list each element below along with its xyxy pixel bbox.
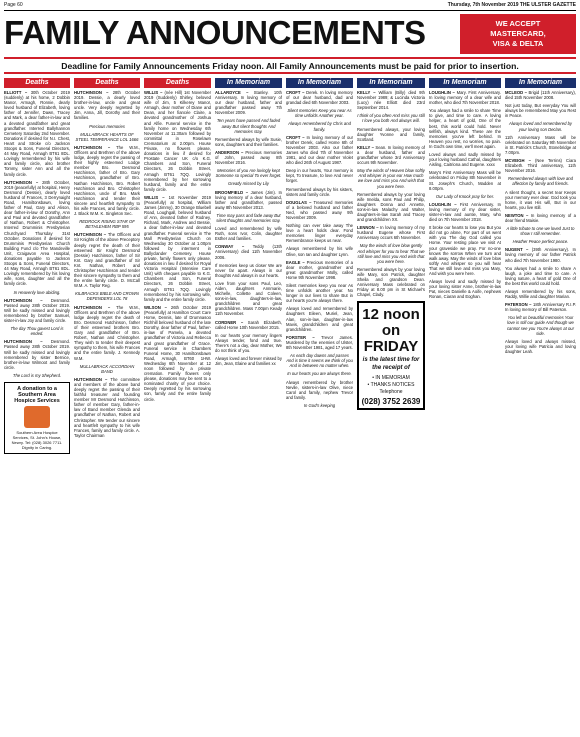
notice-paragraph: May the winds of Heaven blow softly And whisper in your ear How much we love and miss you And wish that you were here. — [357, 168, 425, 189]
issue-date: Thursday, 7th November 2019 THE ULSTER GAZETTE — [447, 2, 576, 8]
notice-paragraph: Heather Peace perfect peace. — [512, 239, 569, 245]
notice-paragraph: Not just today, But everyday You will always be remembered May you Rest in Peace. — [505, 103, 576, 119]
notice-paragraph: KELLY – Sean. In loving memory of a dear husband, father and grandfather whose 3rd Anniversary occurs 9th November. — [357, 144, 425, 166]
notice-paragraph: NUGENT – (39th Anniversary). In loving memory of our father Patrick who died 7th November 1980. — [505, 247, 576, 263]
section-heading: Deaths — [74, 78, 140, 88]
badge-line-3: VISA & DELTA — [492, 38, 544, 48]
notice-paragraph: Silent memories keep you near As time unfolds another year. No longer in our lives to share But in our hearts you're always there. — [286, 283, 353, 304]
notice-paragraph: Always loved and remembered by your loving son Declan. — [508, 121, 573, 132]
notice-paragraph: A little tribute to one we loved Just to show I still remember. — [506, 226, 575, 237]
notice-paragraph: In our hearts you are always there. — [287, 371, 352, 377]
notices — [286, 90, 353, 408]
notice-paragraph: In God's keeping — [303, 402, 336, 408]
notice-paragraph: Remembered always by your loving wife Imelda, sons Paul and Philip, daughters Donna and Annette, sons-in-law Malachy and Walter, daughters-in-law Sarah and Tracey and grandchildren XX. — [357, 191, 425, 223]
noon-sub-2: the receipt of — [372, 365, 410, 372]
notice-paragraph: HUTCHINSON – The W.M., Officers and Brethren of the above lodge, deeply regret the passing of their highly esteemed Lodge member Bro. Desmond Hutchinson, father of Bro. Gary Hutchinson, grandfather of Bro. Nathan Hutchinson, Bro. Robert Hutchinson and Bro. Christopher Hutchinson, uncle of Bro. Mark Hutchinson and tender their sincere and heartfelt sympathy to his wife Frances, and family circle. J. Black W.M. K. Singleton Sec. — [74, 144, 140, 217]
notice-paragraph: Remembered always by his sisters, sisters and family circle. — [286, 186, 353, 197]
page-title: FAMILY ANNOUNCEMENTS — [4, 14, 426, 51]
notice-paragraph: 11th Anniversary Mass will be celebrated on Saturday 9th November in St. Patrick's Church, Stonebridge at 7.00pm. — [505, 134, 576, 155]
notice-paragraph: Nothing can ever take away The love a heart holds dear. Fond memories linger everyday Remembrance keeps us near. — [286, 223, 353, 244]
notices — [215, 90, 282, 366]
notice-paragraph: Mary's First Anniversary Mass will be celebrated on Friday 8th November in St. Joseph's Church, Madden at 8.00pm. — [429, 170, 501, 191]
notice-paragraph: ELLIOTT – 30th October 2019 (suddenly) at his home, 2 Dobbin Manor, Armagh, Ronnie, dearly loved husband of Elizabeth, loving father of Jennifer, Dawn, Tracey and Mark, a dear father-in-law and a devoted grandfather and great grandfather. Interred Ballyhannon Cemetery Saturday 2nd November. Donations if desired for N.I. Chest, Heart and Stroke c/o Jackson Stoops & Sons, Funeral Directors, 44 May Road, Armagh BT61 8DL. Lovingly remembered by his wife and family circle, also brother Tommy, sister Ann and all the family circle. — [4, 90, 70, 177]
section-heading: In Memoriam — [505, 78, 576, 88]
notice-paragraph: Silent memories Keep you near As time unfolds Another year. — [287, 108, 352, 119]
notice-paragraph: Loved always and sadly missed by your loving husband Cathal, daughters Aisling, Caitriona and Eugene. xxxx — [429, 152, 501, 168]
notice-paragraph: KELLY – William (Billy) died 9th November 1989; & Lucinda Victoria (Lucy) née Elliott died 23rd September 2014. — [357, 90, 425, 111]
deadline-advert — [357, 301, 425, 409]
section-heading: In Memoriam — [286, 78, 353, 88]
ad-title-3: Hospice Services — [14, 397, 60, 404]
badge-line-2: MASTERCARD, — [490, 29, 546, 39]
section-heading: Deaths — [144, 78, 211, 88]
notice-paragraph: ANDERSON – Precious memories of John, passed away 8th November 2016. — [215, 149, 282, 166]
notice-paragraph: Precious memories — [89, 123, 125, 129]
page-header — [4, 0, 576, 11]
notice-paragraph: CONWAY – Teddy (13th Anniversary) died 11th November 2006. — [215, 244, 282, 260]
notice-paragraph: Loved and remembered by wife Ruth, sons Ivor, Colin, daughter Esther and families. — [215, 226, 282, 242]
notice-paragraph: Remembered always with love and affection by family and friends. — [508, 176, 573, 187]
notice-paragraph: Always loved and always missed, your loving wife Patricia and loving daughter Leah. — [505, 338, 576, 354]
notice-paragraph: Remembered always, your loving daughter Yvonne and family, Scotland. — [357, 126, 425, 142]
notice-paragraph: HUTCHINSON – 28th October, 2019 (peacefully) at hospital, Henry Desmond (Dessie), dearly loved husband of Frances, 3 Derrynaight Road, Hamiltonsbawn, loving father of Paul, Gary and Alison, dear father-in-law of Dorothy, Ann and Paul and devoted grandfather of Nathan, Robert & Christopher. Interred Drumminis Presbyterian Churchyard Thursday 31st October. Donations if desired for Drumminis Presbyterian Church Building Fund c/o The Mandeville Unit, Craigavon Area Hospital, donations payable to Jackson Stoops & Sons, Funeral Directors, 44 May Road, Armagh BT61 8DL. Lovingly remembered by his loving wife, sons, daughter and all the family circle. — [4, 179, 70, 287]
notice-paragraph: In Heavenly love abiding. — [13, 289, 61, 295]
notice-paragraph: In our hearts your memory lingers Always tender, fond and true. There's not a day, dear Mother, We do not think of you. — [215, 332, 282, 354]
notice-paragraph: MCVEIGH – (Nee Terrins) Ciara Elizabeth. Third anniversary, 11th November 2016. — [505, 158, 576, 174]
noon-item-memoriam: • IN MEMORIAM — [372, 374, 410, 381]
notice-paragraph: Love from your sons Paul, Leo, Aiden, daughters Annmarie, Michelle, Collette and Coleen, sons-in-law, daughters-in-law, grandchildren and great grandchildren. Mass 7.00pm Keady 11th November. — [215, 280, 282, 317]
column-memoriam-3 — [357, 78, 425, 733]
notices — [4, 90, 70, 378]
notice-paragraph: WILLIS – 1st November 2019 (Peacefully) at hospital, William James (Jimmy), 30 Orange Bluebell Road, Loughgall, beloved husband of Ann, devoted father of Rodney, Richard, Mark, Andrew and Bessie, a dear father-in-law and devoted grandfather. Funeral service in The Mall Presbyterian Church on Wednesday 30 October at 1.00pm followed by interment in Ballyclander Cemetery. House private, family flowers only please, donations in lieu if desired for Royal Victoria Hospital (Intensive Care Unit) with cheques payable to K.G. Chambers and Son, Funeral Directors, 26 Dobbin Street, Armagh BT61 7QQ. Lovingly remembered by his sorrowing wife, family and the entire family circle. — [144, 194, 211, 302]
notice-paragraph: LENNON – In loving memory of my husband Eugene whose First Anniversary occurs 6th November. — [357, 225, 425, 241]
notice-paragraph: ALLARDYCE – Stanley. 10th Anniversary. In loving memory of our dear husband, father and grandfather passed away 7th November 2009. — [215, 90, 282, 116]
noon-item-thanks: • THANKS NOTICES — [367, 381, 415, 388]
page-number: Page 60 — [4, 2, 23, 8]
notice-paragraph: Greatly missed by Lily — [228, 181, 269, 187]
notices — [505, 90, 576, 354]
notices — [74, 90, 140, 438]
notice-paragraph: MULLABRACK ACCORDIAN BAND — [79, 363, 135, 374]
column-deaths-2 — [74, 78, 140, 733]
column-memoriam-5 — [505, 78, 576, 733]
notice-paragraph: The Lord is my Shepherd. — [12, 372, 62, 378]
notice-paragraph: Remembered always by wife Susie, sons, daughters and their families. — [215, 136, 282, 147]
notice-paragraph: Remembered always by your loving wife Mary, son Patrick, daughter Sheila and grandson Dean. Anniversary Mass celebrated on Friday at 8.00 pm in St Michael's Chapel, Clady. — [357, 266, 425, 298]
notice-paragraph: WILLIS – (née Hill) 1st November 2019 (Suddenly) Shirley, beloved wife of Jim, 5 Kilkerey Manor, Armagh, dear mother of Diane and Dean, and her fiancée Claire, a devoted grandmother of Joshua and Alfie. Funeral service in the family home on Wednesday 6th November at 11.30am followed by committal in Roselawn Crematorium at 2.00pm. House Private, no flowers please, donations in lieu if desired for Prostate Cancer UK c/o K.G. Chambers and Son, Funeral Directors, 26 Dobbin Street, Armagh BT61 7QQ. Lovingly remembered by her sorrowing husband, family and the entire family circle. — [144, 90, 211, 192]
notice-paragraph: FORSTER – Trevor James. Murdered by the enemies of Ulster, 8th November 1981, aged 17 years. — [286, 334, 353, 351]
column-memoriam-1 — [215, 78, 282, 733]
payment-badge — [460, 14, 576, 54]
notice-paragraph: KILBRACKS BIBLE AND CROWN DEFENDERS LOL 78 — [75, 291, 139, 302]
notice-paragraph: Deep in our hearts, Your memory is kept, To treasure, to love And never forget. — [286, 168, 353, 184]
notice-paragraph: PATERSON – 18th Anniversary R.I.P. In loving memory of Bill Paterson. — [505, 302, 576, 313]
notices — [357, 90, 425, 297]
column-deaths-3 — [144, 78, 211, 733]
notice-paragraph: Always remembered by Chris and family. — [288, 121, 351, 132]
notice-paragraph: It broke our hearts to lose you But you did not go alone, For part of us went with you The day God called you Home. Your resting place we visit At your graveside we pray. For no-one knows the sorrow When we turn and walk away. May the winds of love blow softly And whisper so you will hear That we still love and miss you Mary, And wish you were here. — [429, 225, 501, 276]
notices — [429, 90, 501, 299]
ad-title-2: Southern Area — [18, 391, 56, 398]
section-heading: Deaths — [4, 78, 70, 88]
noon-sub-1: is the latest time for — [362, 357, 420, 364]
notice-paragraph: HUTCHINSON – Desmond. Passed away 28th October 2019. Will be sadly missed and lovingly remembered by sister Bernice, brother-in-law Wilmoot and family circle. — [4, 339, 70, 370]
notice-paragraph: Memories of you Are lovingly kept Someone so special To ever forget. — [215, 168, 282, 179]
notice-paragraph: Always remembered by brother Nevile, sisters-in-law Olive, niece Carol and family, nephew Trevor and family. — [286, 379, 353, 400]
column-deaths-1 — [4, 78, 70, 733]
notice-paragraph: Our Lady of Knock pray for her. — [435, 193, 495, 199]
notice-paragraph: CORDNER – Sarah Elizabeth, called Home 10th November 2015. — [215, 319, 282, 330]
hospice-advert — [4, 382, 70, 454]
notice-paragraph: MULLABRACK HEARTS OF STEEL TEMPERANCE LOL 1666 — [75, 131, 139, 142]
ad-title-1: A donation to a — [17, 385, 57, 392]
notice-paragraph: HUTCHINSON – The Officers and Sir Knights of the above Preceptory deeply regret the death of their esteemed Sir Knight Desmond (Dessie) Hutchinson, father of Sir Knt. Gary and grandfather of Sir Knt. Nathan, Robert and Christopher Hutchinson and tender their sincere sympathy to them and the entire family circle. D. McCall W.M. A. Taylor Reg. — [74, 232, 140, 289]
column-memoriam-4 — [429, 78, 501, 733]
notice-paragraph: HUTCHINSON – Desmond. Passed away 28th October 2019. Will be sadly missed and lovingly remembered by brother Samuel, sister-in-law Joy and family circle. — [4, 297, 70, 324]
hospice-logo-icon — [24, 406, 50, 428]
notice-paragraph: Always loved and remembered by daughters Eileen, Muriel, Jean, Alan, son-in-law, daughter-in-law Mavis, grandchildren and great grandchildren. — [286, 306, 353, 332]
notice-paragraph: EAGLE – Precious memories of a dear mother, grandmother and great grandmother Molly, called Home 9th November 1998. — [286, 259, 353, 280]
notice-paragraph: HUTCHINSON – 28th October 2019. Dessie, a dearly loved brother-in-law, uncle and great uncle. Very deeply regretted by Jim, Anna, Jill, Dorothy and their families. — [74, 90, 140, 121]
notice-paragraph: If memories keep us closer We are never far apart. Always in our thoughts And always in our hearts. — [215, 262, 282, 278]
section-heading: In Memoriam — [429, 78, 501, 88]
notice-paragraph: REDROCK RISING STAR OF BETHLEHEM RBP 595 — [79, 219, 135, 230]
noon-heading: 12 noon on — [362, 306, 420, 340]
ad-body: Southern Area Hospice Services, St. John's House, Newry. Tel: (028) 3026 7711. Dignity in Caring. — [11, 429, 63, 451]
notice-paragraph: WILSON – 26th October 2019 (Peacefully) at Hamilton Court Care Home, Dennis, late of Drumnasoo Richhill beloved husband of the late Dorothy, dear father of Paul, father-in-law of Pamela, a devoted grandfather of Victoria and Rebecca and great grandfather of Grace. Funeral service in Chambers Funeral Home, 30 Hamiltonsbawn Road, Armagh, BT60 1HW. Wednesday 6th November at 12 noon followed by a private cremation. Family flowers only please, donations may be sent to a nominated charity of your choice. Deeply regretted by his sorrowing son, family and the entire family circle. — [144, 304, 211, 402]
notice-paragraph: HUTCHINSON – The committee and members of the above band deeply regret the passing of their faithful treasurer and founding member Mr Desmond Hutchinson, father of member Gary, father-in-law of Band member Glenda and grandfather of Nathan, Robert and Christopher. We tender our sincere and heartfelt sympathy to his wife Frances, family and family circle. A. Taylor Chairman — [74, 376, 140, 438]
notice-paragraph: May the winds of love blow gently And whisper for you to hear That we still love and miss you And wish that you were here. — [357, 243, 425, 264]
noon-telephone-label: Telephone — [379, 388, 403, 395]
badge-line-1: WE ACCEPT — [495, 19, 541, 29]
notice-paragraph: LOUGHLIN – First Anniversary. In loving memory of my dear sister, sister-in-law and auntie, Mary, who died on 7th November 2018. — [429, 201, 501, 223]
notice-paragraph: You always had a smile to share A laugh, a joke and time to care. A loving nature, a heart of gold One of the best this world could hold. — [505, 265, 576, 286]
notice-paragraph: You always had a smile to share Time to give, and time to care. A loving helper, a heart of gold, One of the best, this world could hold. Never selfish, always kind. These are the memories you've left behind. In Heaven you rest, no worries, no pain. In God's own time, we'll meet again. — [429, 108, 501, 149]
noon-telephone-number: (028) 3752 2639 — [361, 396, 421, 406]
notice-paragraph: MCLEOD – Brigid (11th Anniversary), died 15th November 2008. — [505, 90, 576, 101]
column-memoriam-2 — [286, 78, 353, 733]
notice-paragraph: NEWTON – In loving memory of a dear friend Maisie. — [505, 212, 576, 223]
notice-paragraph: BROOMFIELD – James (Jim). In loving memory of a dear husband, father and grandfather, passed away 8th November 2013. — [215, 189, 282, 210]
notice-paragraph: CROFT – In loving memory of our brother Derek, called Home 6th of November 2003. Also our father James who died 7th of November 1981, and our dear mother Violet who died 26th of August 1987. — [286, 134, 353, 166]
section-heading: In Memoriam — [357, 78, 425, 88]
notice-paragraph: You left us beautiful memories Your love is still our guide And though we cannot see you You're always at our side. — [506, 315, 575, 336]
notice-paragraph: Ten years have passed And faded away But silent thoughts And memories stay. — [216, 118, 281, 134]
notice-paragraph: Always loved and forever missed by Jim, Jean, Elaine and families xx — [215, 356, 282, 367]
friday-heading: FRIDAY — [363, 338, 419, 356]
notice-paragraph: A silent thought, a secret tear Keeps your memory ever dear. God took you home, it was His will, But in our hearts, you live still. — [505, 189, 576, 210]
notice-paragraph: Time may pass and fade away But silent thoughts and memories stay. — [216, 212, 281, 223]
section-heading: In Memoriam — [215, 78, 282, 88]
notice-paragraph: CROFT – Derek. In loving memory of our dear husband, dad and grandad died 6th November 2003. — [286, 90, 353, 106]
notice-paragraph: The day Thou gavest Lord is ended. — [10, 326, 64, 337]
notice-paragraph: I think of you often And miss you still I love you both And always will. — [357, 113, 425, 124]
notice-paragraph: Always remembered by his wife Olive, son Ian and daughter Lynn. — [286, 246, 353, 257]
notice-paragraph: DOUGLAS – Treasured memories of a beloved husband and father Ned, who passed away 9th November 2009. — [286, 199, 353, 220]
deadline-banner: Deadline for Family Announcements Friday noon. All Family Announcements must be paid for prior to insertion. — [4, 57, 576, 74]
notice-paragraph: As each day dawns and passes And is time it seems we think of you And in between no matter when. — [286, 353, 353, 369]
notice-paragraph: Always remembered by his sons, Raddy, Willie and daughter Marian. — [505, 289, 576, 300]
notices — [144, 90, 211, 402]
notice-paragraph: Always loved and sadly missed by your loving sister Anne, brother-in-law Pat, nieces Danielle & Aoife, nephews Ronan, Ciaran and Eoghan. — [429, 279, 501, 300]
notice-paragraph: LOUGHLIN – Mary. First Anniversary. In loving memory of a dear wife and mother, who died 7th November 2018. — [429, 90, 501, 106]
notice-paragraph: HUTCHINSON – The W.M., Officers and Brethren of the above lodge deeply regret the death of Bro. Desmond Hutchinson, father of their esteemed brothers Bro. Gary and grandfather of Bro. Robert, Nathan and Christopher. They wish to tender their deepest sympathy to them, his wife Frances and the entire family. J. Kennedy W.M. — [74, 304, 140, 361]
